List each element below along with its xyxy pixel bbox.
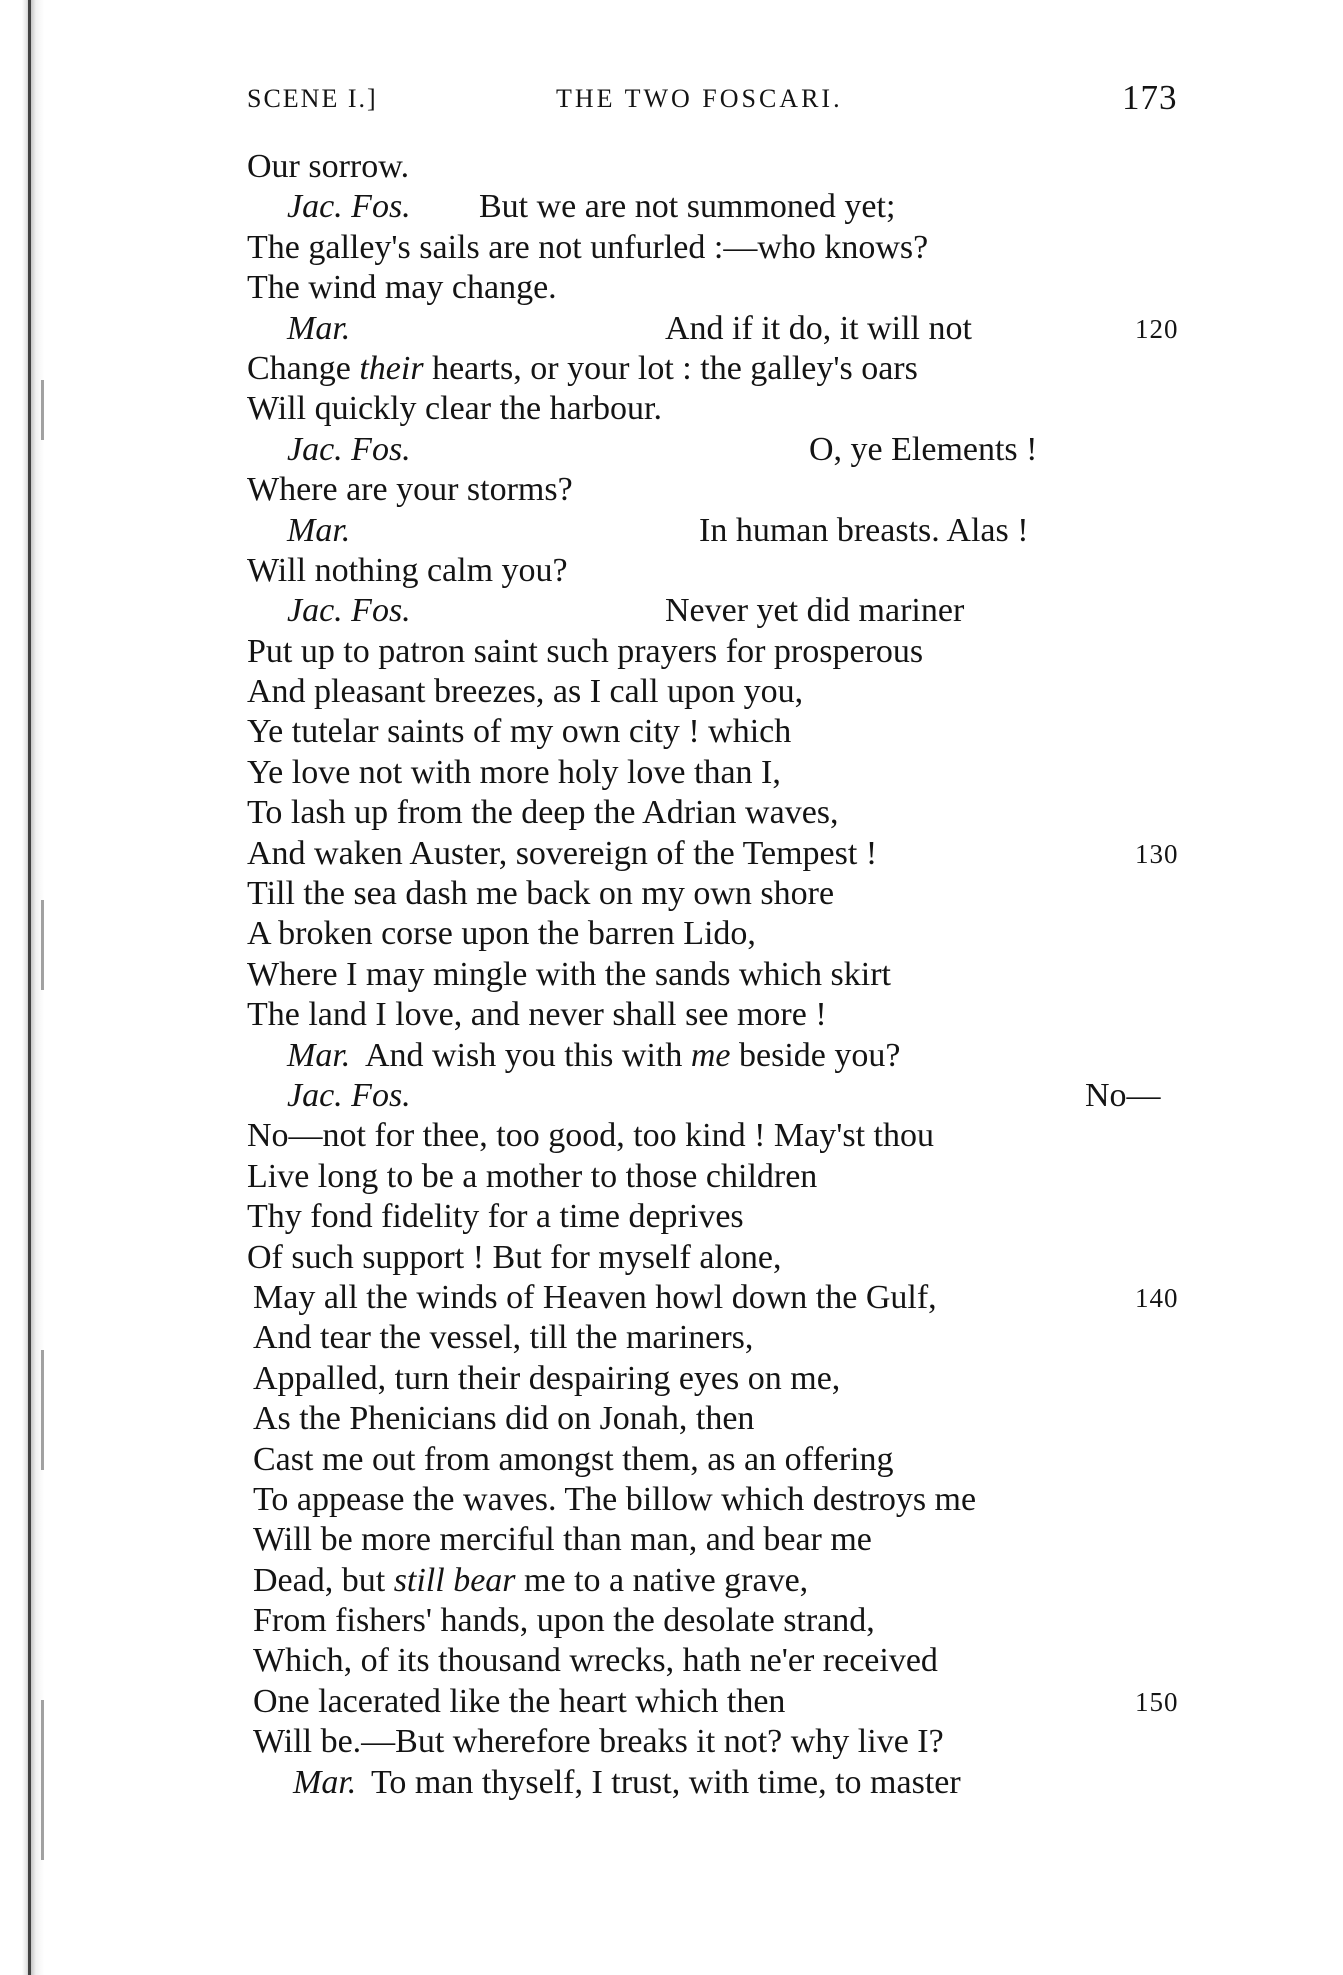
line-text — [253, 1601, 875, 1641]
gutter-speck — [41, 1700, 44, 1860]
verse-line — [247, 1197, 1247, 1237]
speaker-name: Mar. — [293, 1763, 357, 1801]
line-text-main: The land I love, and never shall see more ! — [247, 996, 827, 1034]
verse-line — [247, 955, 1247, 995]
line-text — [253, 1641, 938, 1681]
line-number: 150 — [1135, 1686, 1179, 1717]
verse-line — [247, 591, 1247, 631]
verse-line — [247, 1359, 1247, 1399]
line-text-main: beside you? — [730, 1036, 901, 1074]
line-text-main: Our sorrow. — [247, 148, 410, 185]
speaker-name: Jac. Fos. — [287, 592, 411, 630]
line-text — [247, 955, 891, 995]
verse-line — [247, 632, 1247, 672]
verse-line — [247, 1641, 1247, 1681]
line-text-main: Where I may mingle with the sands which skirt — [247, 955, 891, 993]
line-text — [253, 1722, 944, 1762]
line-number: 140 — [1135, 1282, 1179, 1313]
verse-line — [247, 1157, 1247, 1197]
line-text-main: Of such support ! But for myself alone, — [247, 1238, 782, 1276]
line-text-main: hearts, or your lot : the galley's oars — [423, 349, 918, 387]
emphasized-word: me — [690, 1036, 731, 1074]
verse-line — [247, 1440, 1247, 1480]
line-text — [253, 1561, 808, 1601]
verse-line — [247, 309, 1247, 349]
verse-line — [247, 187, 1247, 227]
speaker-name: Mar. — [287, 1036, 351, 1074]
line-text-main: From fishers' hands, upon the desolate strand, — [253, 1602, 875, 1640]
line-text-main: Which, of its thousand wrecks, hath ne'er received — [253, 1642, 938, 1680]
gutter-speck — [41, 1350, 44, 1470]
line-text-main: The wind may change. — [247, 269, 557, 307]
verse-line — [247, 874, 1247, 914]
line-text — [665, 309, 972, 349]
verse-text-block — [247, 147, 1247, 1803]
line-text — [253, 1520, 872, 1560]
line-text-main: A broken corse upon the barren Lido, — [247, 915, 756, 953]
line-text-main: The galley's sails are not unfurled :—who knows? — [247, 228, 929, 266]
line-text-main: Will be.—But wherefore breaks it not? why live I? — [253, 1723, 944, 1761]
line-text — [1085, 1076, 1161, 1116]
line-text-main: May all the winds of Heaven howl down the Gulf, — [253, 1278, 937, 1316]
line-text-main: As the Phenicians did on Jonah, then — [253, 1400, 755, 1438]
line-text-main: To appease the waves. The billow which destroys me — [253, 1480, 977, 1518]
line-text — [247, 228, 928, 268]
verse-line — [247, 511, 1247, 551]
verse-line — [247, 1116, 1247, 1156]
line-text — [247, 874, 834, 914]
line-text-main: But we are not summoned yet; — [479, 188, 896, 226]
line-text — [371, 1763, 961, 1803]
verse-line — [247, 1601, 1247, 1641]
scene-label: SCENE I.] — [247, 84, 378, 113]
verse-line — [247, 1722, 1247, 1762]
verse-line — [247, 228, 1247, 268]
line-text-main: Will nothing calm you? — [247, 551, 568, 589]
verse-line — [247, 1399, 1247, 1439]
verse-line — [247, 672, 1247, 712]
line-text — [247, 1157, 817, 1197]
line-text-main: Cast me out from amongst them, as an offering — [253, 1440, 894, 1478]
gutter-edge-line — [28, 0, 31, 1975]
speaker-name: Mar. — [287, 511, 351, 549]
verse-line — [247, 551, 1247, 591]
line-text — [247, 1197, 744, 1237]
line-text-main: Will quickly clear the harbour. — [247, 390, 662, 428]
play-title: THE TWO FOSCARI. — [556, 84, 843, 113]
line-text — [247, 672, 803, 712]
speaker-name: Mar. — [287, 309, 351, 347]
verse-line — [247, 1480, 1247, 1520]
line-text-main: To lash up from the deep the Adrian waves, — [247, 794, 839, 832]
book-spine-gutter — [0, 0, 70, 1975]
line-text — [253, 1359, 840, 1399]
line-text-main: And if it do, it will not — [665, 309, 972, 347]
line-text-main: In human breasts. Alas ! — [699, 511, 1029, 549]
line-text — [247, 995, 827, 1035]
line-text-main: One lacerated like the heart which then — [253, 1682, 786, 1720]
line-number: 130 — [1135, 838, 1179, 869]
line-text — [247, 349, 918, 389]
line-text — [253, 1318, 753, 1358]
line-text-main: Ye tutelar saints of my own city ! which — [247, 713, 792, 751]
verse-line — [247, 1076, 1247, 1116]
line-text — [247, 914, 756, 954]
line-text-main: To man thyself, I trust, with time, to master — [371, 1763, 961, 1801]
line-text — [479, 187, 895, 227]
line-text-pre: Dead, but — [253, 1561, 394, 1599]
line-text — [247, 712, 791, 752]
gutter-speck — [41, 900, 44, 990]
line-text-main: O, ye Elements ! — [809, 430, 1038, 468]
verse-line — [247, 349, 1247, 389]
line-text-main: Never yet did mariner — [665, 592, 965, 630]
line-text — [247, 268, 557, 308]
line-text — [253, 1440, 894, 1480]
line-text-main: Where are your storms? — [247, 471, 573, 509]
line-text-main: Will be more merciful than man, and bear me — [253, 1521, 872, 1559]
verse-line — [247, 268, 1247, 308]
line-text-main: Till the sea dash me back on my own shore — [247, 875, 835, 913]
verse-line — [247, 1278, 1247, 1318]
line-text — [809, 430, 1038, 470]
line-text-main: No— — [1085, 1076, 1161, 1114]
line-number: 120 — [1135, 313, 1179, 344]
line-text — [247, 551, 568, 591]
line-text — [253, 1480, 976, 1520]
line-text-main: Appalled, turn their despairing eyes on me, — [253, 1359, 841, 1397]
line-text — [247, 793, 839, 833]
verse-line — [247, 793, 1247, 833]
line-text — [699, 511, 1029, 551]
line-text — [247, 834, 877, 874]
verse-line — [247, 834, 1247, 874]
line-text — [247, 470, 573, 510]
line-text-main: No—not for thee, too good, too kind ! May'st thou — [247, 1117, 935, 1155]
line-text — [247, 147, 409, 187]
verse-line — [247, 470, 1247, 510]
running-head — [0, 78, 1343, 128]
line-text-main: Put up to patron saint such prayers for prosperous — [247, 632, 924, 670]
line-text-main: me to a native grave, — [515, 1561, 809, 1599]
verse-line — [247, 995, 1247, 1035]
verse-line — [247, 389, 1247, 429]
line-text-main: And pleasant breezes, as I call upon you, — [247, 673, 804, 711]
page-number: 173 — [1122, 78, 1178, 117]
verse-line — [247, 1763, 1247, 1803]
line-text-main: And waken Auster, sovereign of the Tempest ! — [247, 834, 878, 872]
verse-line — [247, 1036, 1247, 1076]
verse-line — [247, 712, 1247, 752]
verse-line — [247, 1561, 1247, 1601]
verse-line — [247, 1238, 1247, 1278]
verse-line — [247, 430, 1247, 470]
line-text — [247, 753, 781, 793]
line-text-main: Thy fond fidelity for a time deprives — [247, 1198, 744, 1236]
speaker-name: Jac. Fos. — [287, 1076, 411, 1114]
verse-line — [247, 914, 1247, 954]
line-text — [247, 1116, 934, 1156]
line-text — [365, 1036, 900, 1076]
line-text-main: And tear the vessel, till the mariners, — [253, 1319, 754, 1357]
line-text-main: Ye love not with more holy love than I, — [247, 753, 781, 791]
line-text — [253, 1399, 754, 1439]
speaker-name: Jac. Fos. — [287, 430, 411, 468]
line-text — [253, 1682, 785, 1722]
verse-line — [247, 753, 1247, 793]
line-text — [665, 591, 964, 631]
line-text — [253, 1278, 937, 1318]
line-text-pre: Change — [247, 349, 360, 387]
verse-line — [247, 1682, 1247, 1722]
line-text — [247, 389, 662, 429]
speaker-name: Jac. Fos. — [287, 188, 411, 226]
emphasized-word: still bear — [393, 1561, 516, 1599]
line-text-pre: And wish you this with — [365, 1036, 691, 1074]
verse-line — [247, 1318, 1247, 1358]
gutter-speck — [41, 380, 44, 440]
line-text — [247, 1238, 781, 1278]
line-text-main: Live long to be a mother to those children — [247, 1157, 818, 1195]
verse-line — [247, 1520, 1247, 1560]
line-text — [247, 632, 923, 672]
emphasized-word: their — [359, 349, 424, 387]
verse-line — [247, 147, 1247, 187]
